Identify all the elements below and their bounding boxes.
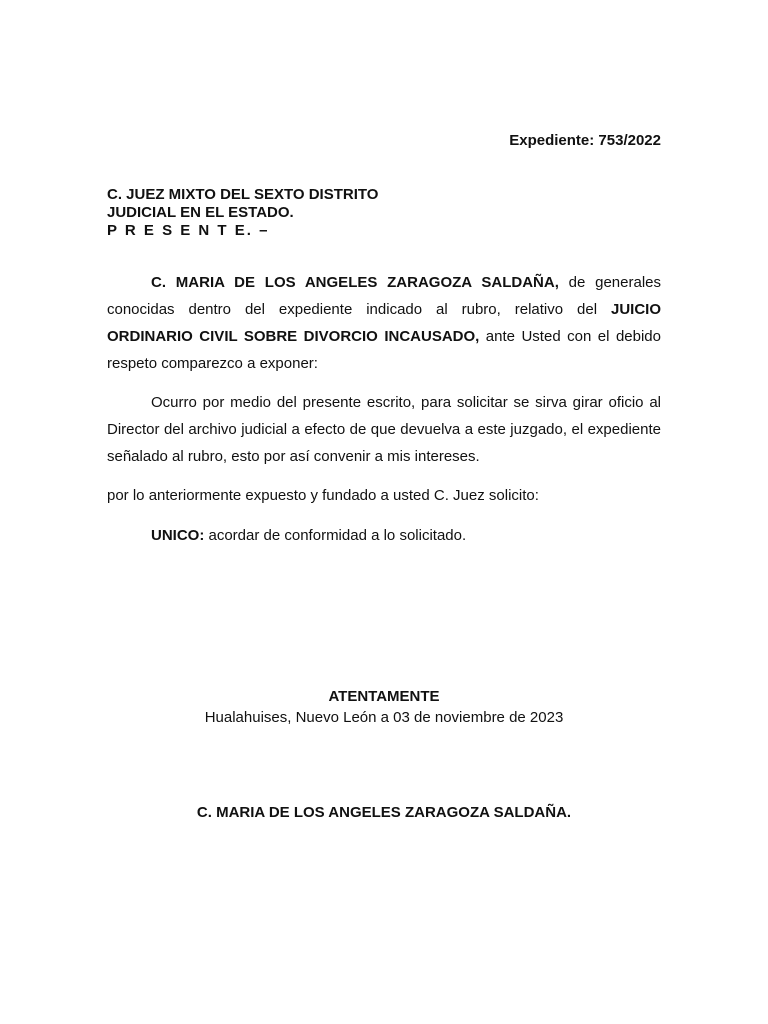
closing-atentamente: ATENTAMENTE xyxy=(328,688,440,705)
intro-paragraph xyxy=(107,269,661,377)
addressee-presente: P R E S E N T E. – xyxy=(107,222,270,239)
unico-paragraph xyxy=(107,522,661,549)
petition-paragraph: por lo anteriormente expuesto y fundado a usted C. Juez solicito: xyxy=(107,487,539,504)
intro-text-a: de generales conocidas dentro del expediente indicado al rubro, relativo del xyxy=(107,274,661,318)
signature-name: C. MARIA DE LOS ANGELES ZARAGOZA SALDAÑA. xyxy=(196,804,572,821)
addressee-line-2: JUDICIAL EN EL ESTADO. xyxy=(107,204,294,221)
request-paragraph: Ocurro por medio del presente escrito, para solicitar se sirva girar oficio al Director del archivo judicial a efecto de que devuelva a este juzgado, el expediente señalado al rubro, esto por así convenir a mis intereses. xyxy=(107,394,661,465)
addressee-line-1: C. JUEZ MIXTO DEL SEXTO DISTRITO xyxy=(107,186,379,203)
addressee-block xyxy=(107,186,378,240)
petitioner-name: C. MARIA DE LOS ANGELES ZARAGOZA SALDAÑA, xyxy=(151,274,559,291)
place-and-date: Hualahuises, Nuevo León a 03 de noviembre de 2023 xyxy=(204,709,564,726)
case-number: Expediente: 753/2022 xyxy=(509,132,661,149)
unico-text: acordar de conformidad a lo solicitado. xyxy=(204,527,467,544)
case-type: JUICIO ORDINARIO CIVIL SOBRE DIVORCIO INCAUSADO, xyxy=(107,301,661,345)
intro-text-b: ante Usted con el debido respeto comparezco a exponer: xyxy=(107,328,661,372)
unico-label: UNICO: xyxy=(151,527,205,544)
